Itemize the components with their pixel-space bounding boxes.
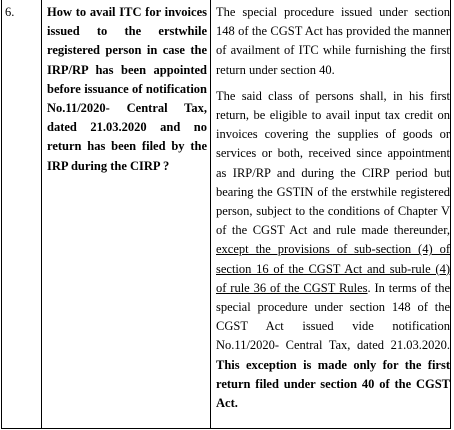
underlined-exception-text: except the provisions of sub-section (4) of section 16 of the CGST Act and sub-rule (4) of rule 36 of the CGST Rules — [216, 242, 450, 295]
serial-number-cell: 6. — [5, 5, 15, 19]
faq-table — [1, 0, 451, 429]
answer-cell — [216, 0, 450, 413]
question-cell: How to avail ITC for invoices issued to the erstwhile registered person in case the IRP/RP has been appointed before issuance of notification No.11/2020- Central Tax, dated 21.03.2020 and no return has been filed by the IRP during the CIRP ? — [47, 5, 207, 173]
answer-paragraph-2 — [216, 87, 450, 413]
answer-text-continued: . In terms of the special procedure under section 148 of the CGST Act issued vide notification No.11/2020- Central Tax, dated 21.03.2020. — [216, 280, 450, 353]
column-divider — [210, 0, 211, 428]
answer-paragraph-1: The special procedure issued under section 148 of the CGST Act has provided the manner of availment of ITC while furnishing the first return under section 40. — [216, 5, 450, 77]
bold-exception-note: This exception is made only for the first return filed under section 40 of the CGST Act. — [216, 357, 450, 411]
column-divider — [41, 0, 42, 428]
answer-text: The said class of persons shall, in his first return, be eligible to avail input tax credit on invoices covering the supplies of goods or services or both, received since appointment as IRP/RP and during the CIRP period but bearing the GSTIN of the erstwhile registered person, subject to the conditions of Chapter V of the CGST Act and rule made thereunder, — [216, 88, 450, 238]
